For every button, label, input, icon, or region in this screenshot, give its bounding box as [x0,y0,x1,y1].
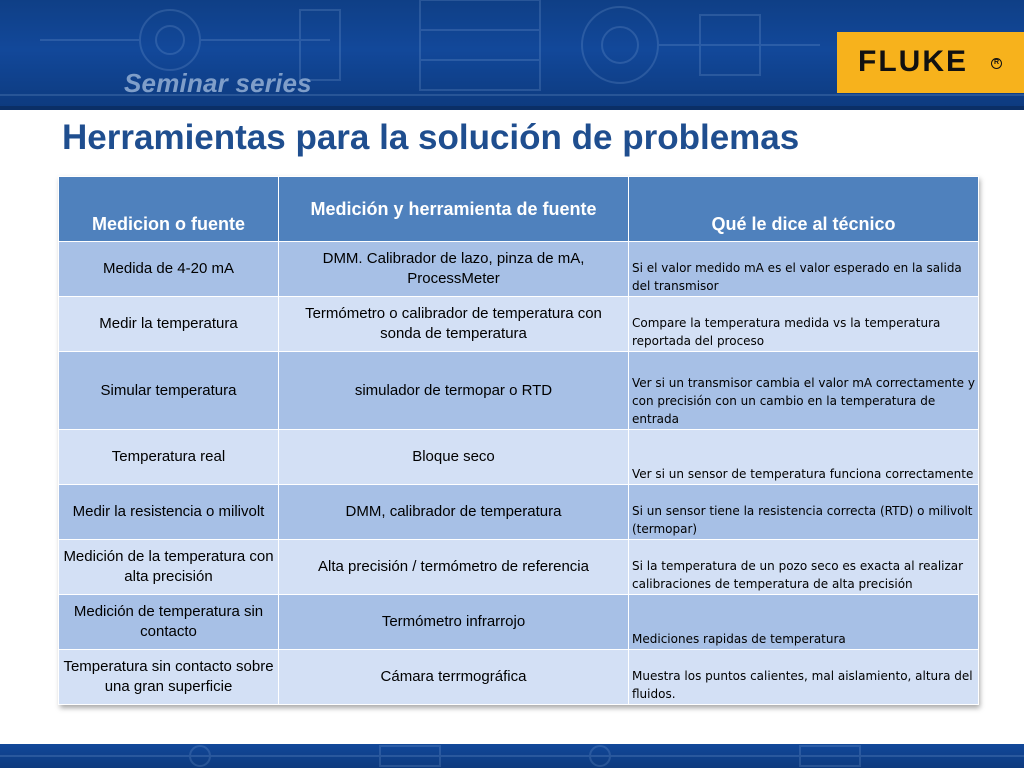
table-row [59,650,979,705]
cell-meaning: Si el valor medido mA es el valor esperado en la salida del transmisor [629,242,979,297]
fluke-logo-text: FLUKE [858,45,968,78]
footer-pattern-icon [0,744,1024,768]
cell-meaning: Ver si un transmisor cambia el valor mA correctamente y con precisión con un cambio en la temperatura de entrada [629,352,979,430]
table-row [59,297,979,352]
table-row [59,485,979,540]
table-row [59,430,979,485]
tools-table [58,176,978,705]
tools-table-grid [58,176,979,705]
cell-source: Medida de 4-20 mA [59,242,279,297]
cell-tool: Cámara terrmográfica [279,650,629,705]
cell-source: Medición de temperatura sin contacto [59,595,279,650]
column-header-tool: Medición y herramienta de fuente [279,177,629,242]
cell-meaning: Compare la temperatura medida vs la temperatura reportada del proceso [629,297,979,352]
seminar-series-label: Seminar series [124,68,312,98]
cell-source: Temperatura sin contacto sobre una gran superficie [59,650,279,705]
registered-mark-icon: R [991,58,1002,69]
table-row [59,540,979,595]
cell-tool: Bloque seco [279,430,629,485]
cell-source: Simular temperatura [59,352,279,430]
table-header-row [59,177,979,242]
cell-meaning: Mediciones rapidas de temperatura [629,595,979,650]
cell-meaning: Ver si un sensor de temperatura funciona correctamente [629,430,979,485]
column-header-source: Medicion o fuente [59,177,279,242]
cell-source: Temperatura real [59,430,279,485]
cell-source: Medir la temperatura [59,297,279,352]
footer-banner [0,744,1024,768]
cell-source: Medir la resistencia o milivolt [59,485,279,540]
cell-tool: simulador de termopar o RTD [279,352,629,430]
slide-title: Herramientas para la solución de problemas [62,118,800,157]
cell-tool: DMM. Calibrador de lazo, pinza de mA, ProcessMeter [279,242,629,297]
cell-tool: DMM, calibrador de temperatura [279,485,629,540]
cell-meaning: Si la temperatura de un pozo seco es exacta al realizar calibraciones de temperatura de alta precisión [629,540,979,595]
cell-meaning: Si un sensor tiene la resistencia correcta (RTD) o milivolt (termopar) [629,485,979,540]
table-row [59,595,979,650]
banner-divider [0,106,1024,110]
cell-tool: Termómetro infrarrojo [279,595,629,650]
table-row [59,242,979,297]
cell-tool: Termómetro o calibrador de temperatura con sonda de temperatura [279,297,629,352]
table-row [59,352,979,430]
column-header-meaning: Qué le dice al técnico [629,177,979,242]
cell-tool: Alta precisión / termómetro de referencia [279,540,629,595]
header-banner [0,0,1024,110]
cell-meaning: Muestra los puntos calientes, mal aislamiento, altura del fluidos. [629,650,979,705]
cell-source: Medición de la temperatura con alta precisión [59,540,279,595]
